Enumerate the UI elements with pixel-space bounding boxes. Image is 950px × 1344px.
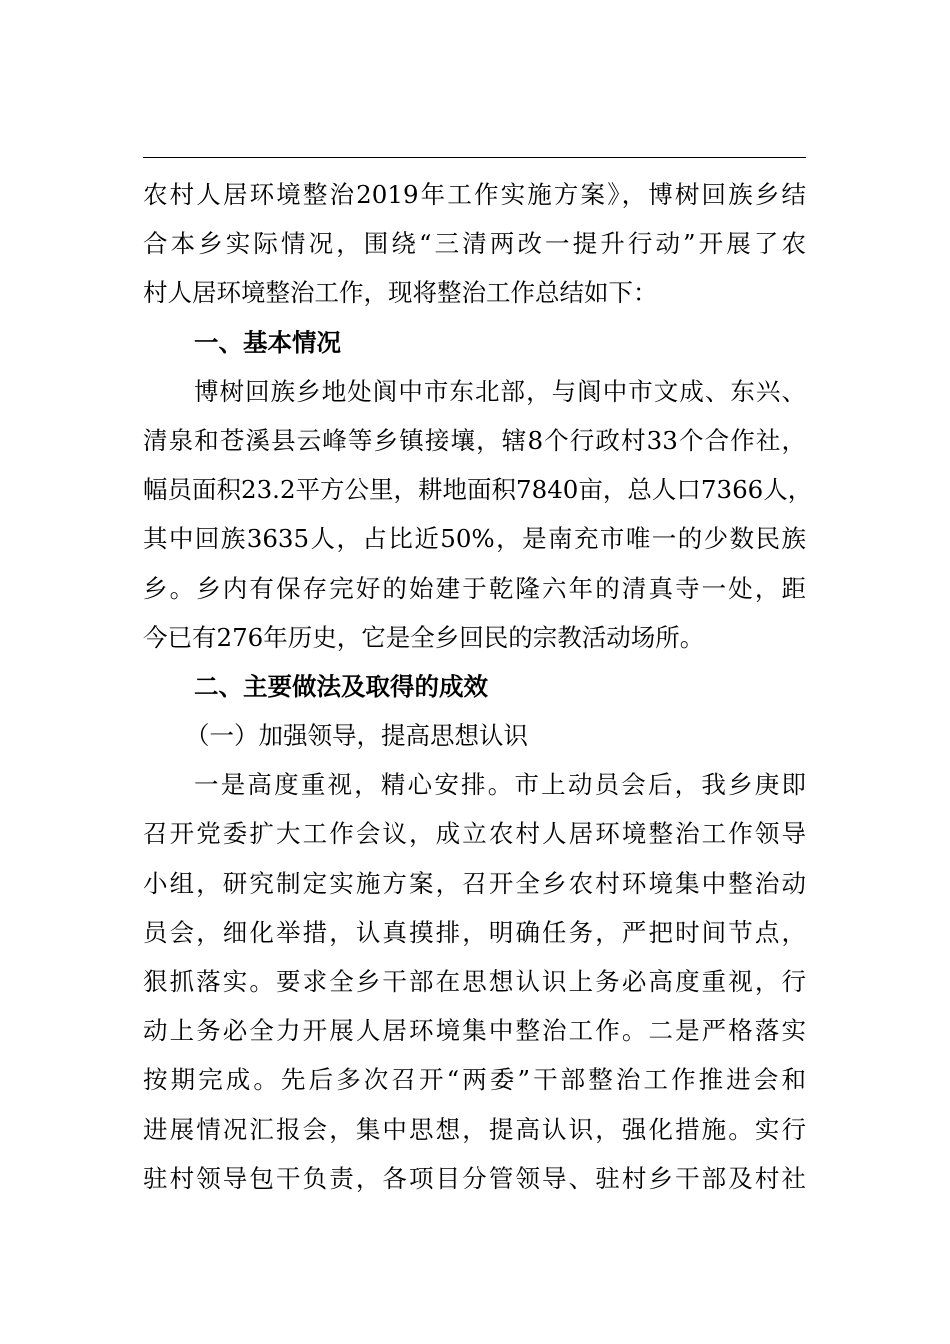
- body-line: 清泉和苍溪县云峰等乡镇接壤，辖8个行政村33个合作社，: [143, 425, 806, 455]
- body-line: 动上务必全力开展人居环境集中整治工作。二是严格落实: [143, 1016, 806, 1046]
- body-line: 狠抓落实。要求全乡干部在思想认识上务必高度重视，行: [143, 967, 806, 996]
- body-line: 合本乡实际情况，围绕“三清两改一提升行动”开展了农: [143, 229, 806, 259]
- body-line: 小组，研究制定实施方案，召开全乡农村环境集中整治动: [143, 868, 806, 898]
- document-body: [143, 170, 813, 1203]
- body-line: 一是高度重视，精心安排。市上动员会后，我乡庚即: [194, 770, 806, 800]
- body-line: 今已有276年历史，它是全乡回民的宗教活动场所。: [143, 622, 705, 652]
- body-line: 村人居环境整治工作，现将整治工作总结如下：: [143, 278, 658, 308]
- body-line: 农村人居环境整治2019年工作实施方案》，博树回族乡结: [143, 180, 806, 209]
- section-heading-basic: 一、基本情况: [194, 327, 341, 357]
- header-rule: [143, 157, 806, 158]
- body-line: 其中回族3635人，占比近50%，是南充市唯一的少数民族: [143, 524, 806, 554]
- section-heading-measures: 二、主要做法及取得的成效: [194, 671, 488, 701]
- body-line: 乡。乡内有保存完好的始建于乾隆六年的清真寺一处，距: [143, 573, 806, 603]
- subsection-heading-leadership: （一）加强领导，提高思想认识: [185, 721, 528, 751]
- body-line: 驻村领导包干负责，各项目分管领导、驻村乡干部及村社: [143, 1163, 806, 1193]
- body-line: 进展情况汇报会，集中思想，提高认识，强化措施。实行: [143, 1114, 806, 1144]
- body-line: 幅员面积23.2平方公里，耕地面积7840亩，总人口7366人，: [143, 475, 813, 505]
- body-line: 博树回族乡地处阆中市东北部，与阆中市文成、东兴、: [194, 376, 806, 406]
- body-line: 召开党委扩大工作会议，成立农村人居环境整治工作领导: [143, 819, 806, 849]
- body-line: 按期完成。先后多次召开“两委”干部整治工作推进会和: [143, 1065, 806, 1095]
- body-line: 员会，细化举措，认真摸排，明确任务，严把时间节点，: [143, 917, 806, 947]
